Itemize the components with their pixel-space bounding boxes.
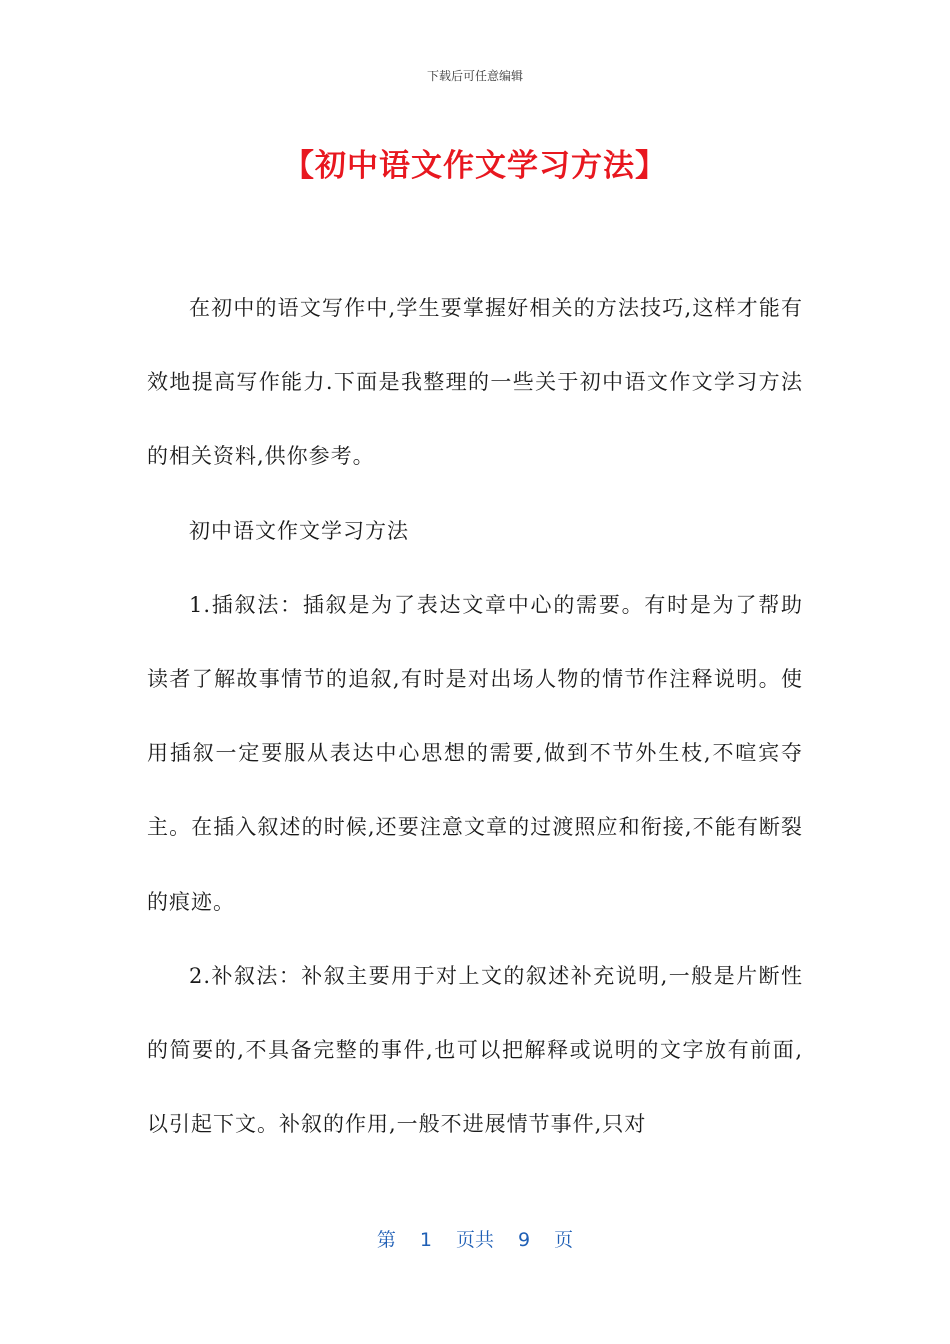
page-footer [0, 1225, 950, 1252]
footer-total-pages: 9 [518, 1229, 531, 1251]
section-heading: 初中语文作文学习方法 [189, 518, 409, 543]
page-header-note: 下载后可任意编辑 [426, 69, 523, 83]
footer-page-label: 第 [376, 1229, 396, 1251]
method-paragraph-1: 1.插叙法：插叙是为了表达文章中心的需要。有时是为了帮助读者了解故事情节的追叙,有时是对出场人物的情节作注释说明。使用插叙一定要服从表达中心思想的需要,做到不节外生枝,不喧宾夺主。在插入叙述的时候,还要注意文章的过渡照应和衔接,不能有断裂的痕迹。 [147, 592, 803, 914]
intro-paragraph: 在初中的语文写作中,学生要掌握好相关的方法技巧,这样才能有效地提高写作能力.下面是我整理的一些关于初中语文作文学习方法的相关资料,供你参考。 [147, 296, 803, 469]
method-paragraph-2: 2.补叙法：补叙主要用于对上文的叙述补充说明,一般是片断性的简要的,不具备完整的事件,也可以把解释或说明的文字放有前面,以引起下文。补叙的作用,一般不进展情节事件,只对 [147, 963, 803, 1137]
document-title: 【初中语文作文学习方法】 [283, 148, 667, 184]
document-body [147, 271, 803, 1161]
footer-page-number: 1 [419, 1229, 432, 1251]
footer-page-middle: 页共 [455, 1229, 494, 1251]
footer-page-suffix: 页 [554, 1229, 574, 1251]
